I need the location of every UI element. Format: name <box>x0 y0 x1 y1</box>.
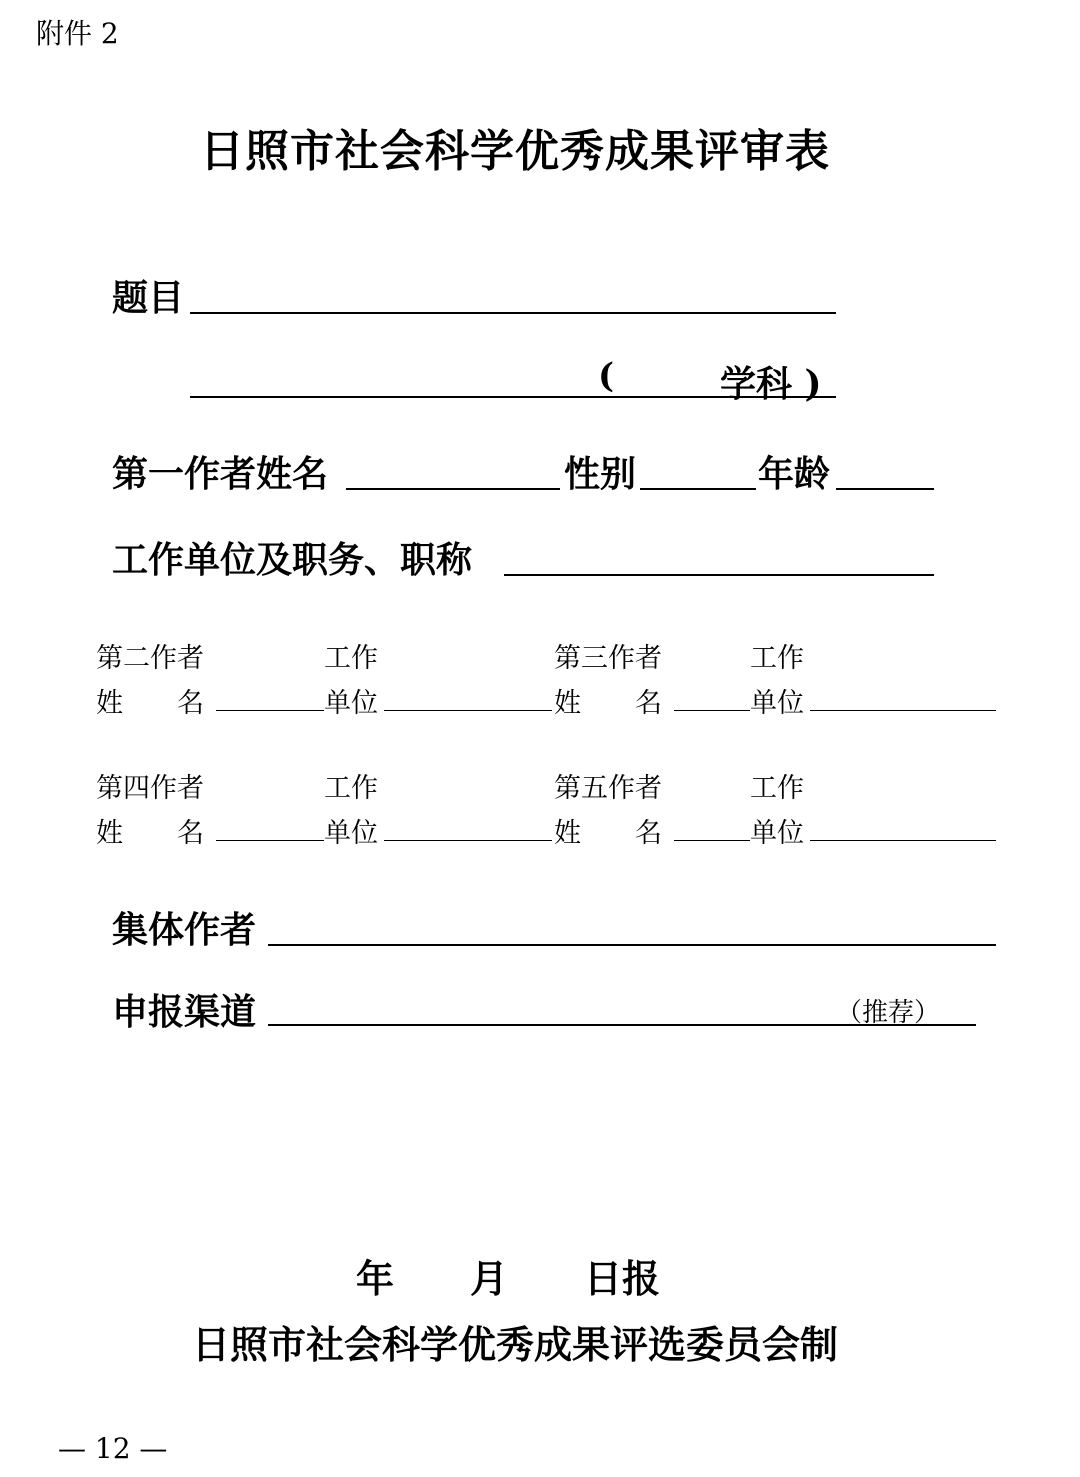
fourth-author-name-field[interactable] <box>216 840 324 841</box>
fifth-author-name-label: 姓 名 <box>554 818 662 849</box>
work-unit-label: 工作单位及职务、职称 <box>112 539 473 581</box>
fifth-author-unit-field[interactable] <box>810 840 996 841</box>
fifth-author-name-field[interactable] <box>674 840 750 841</box>
form-title: 日照市社会科学优秀成果评审表 <box>200 126 830 177</box>
collective-author-label: 集体作者 <box>112 909 257 951</box>
channel-hint: （推荐） <box>836 998 941 1028</box>
second-author-unit-field[interactable] <box>384 710 552 711</box>
fifth-author-label: 第五作者 <box>554 773 662 804</box>
first-author-label: 第一作者姓名 <box>112 453 329 495</box>
fifth-author-unit-label-bottom: 单位 <box>750 818 804 849</box>
second-author-name-field[interactable] <box>216 710 324 711</box>
subject-label: 学科 ) <box>720 363 822 405</box>
fourth-author-unit-field[interactable] <box>384 840 552 841</box>
second-author-unit-label-top: 工作 <box>324 643 378 674</box>
second-author-label: 第二作者 <box>96 643 204 674</box>
fourth-author-name-label: 姓 名 <box>96 818 204 849</box>
third-author-unit-label-top: 工作 <box>750 643 804 674</box>
topic-field[interactable] <box>190 312 836 314</box>
third-author-unit-field[interactable] <box>810 710 996 711</box>
gender-field[interactable] <box>640 488 756 490</box>
page-number: — 12 — <box>58 1432 168 1465</box>
subject-paren-open: ( <box>598 356 615 396</box>
age-field[interactable] <box>836 488 934 490</box>
third-author-name-field[interactable] <box>674 710 750 711</box>
collective-author-field[interactable] <box>268 944 996 946</box>
age-label: 年龄 <box>758 453 831 495</box>
channel-label: 申报渠道 <box>112 991 257 1033</box>
third-author-label: 第三作者 <box>554 643 662 674</box>
attachment-label: 附件 2 <box>36 17 119 50</box>
fifth-author-unit-label-top: 工作 <box>750 773 804 804</box>
issuer-line: 日照市社会科学优秀成果评选委员会制 <box>191 1322 838 1367</box>
third-author-name-label: 姓 名 <box>554 688 662 719</box>
report-date-line: 年 月 日报 <box>356 1256 661 1301</box>
third-author-unit-label-bottom: 单位 <box>750 688 804 719</box>
second-author-name-label: 姓 名 <box>96 688 204 719</box>
gender-label: 性别 <box>564 453 637 495</box>
fourth-author-label: 第四作者 <box>96 773 204 804</box>
first-author-name-field[interactable] <box>346 488 560 490</box>
second-author-unit-label-bottom: 单位 <box>324 688 378 719</box>
fourth-author-unit-label-top: 工作 <box>324 773 378 804</box>
fourth-author-unit-label-bottom: 单位 <box>324 818 378 849</box>
topic-label: 题目 <box>112 277 185 319</box>
work-unit-field[interactable] <box>504 574 934 576</box>
